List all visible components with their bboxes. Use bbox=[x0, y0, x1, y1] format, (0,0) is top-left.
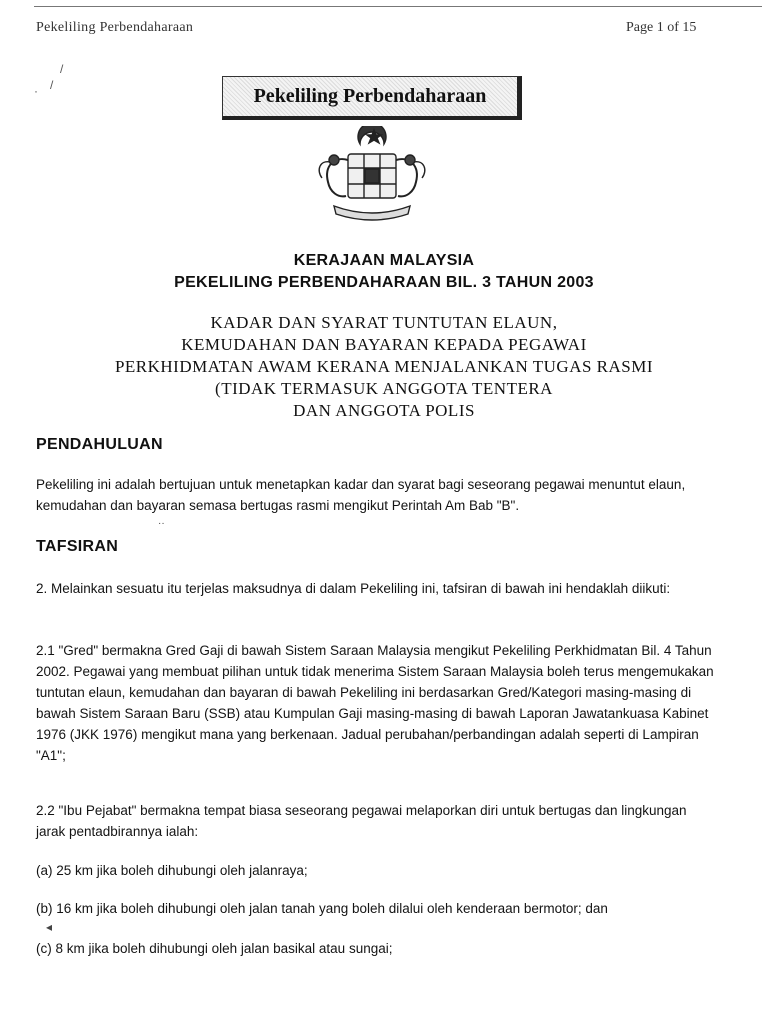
paragraph-2-1 bbox=[36, 640, 716, 766]
scan-speck: / bbox=[50, 78, 54, 92]
paragraph-text: 2.2 "Ibu Pejabat" bermakna tempat biasa seseorang pegawai melaporkan diri untuk bertugas dan lingkungan jarak pentadbirannya ialah: bbox=[36, 803, 687, 839]
scan-speck: ·· bbox=[158, 518, 165, 529]
title-line: KADAR DAN SYARAT TUNTUTAN ELAUN, bbox=[210, 313, 558, 332]
list-item-b bbox=[36, 898, 716, 919]
section-heading-introduction: PENDAHULUAN bbox=[36, 436, 163, 453]
list-item-text: (b) 16 km jika boleh dihubungi oleh jalan tanah yang boleh dilalui oleh kenderaan bermotor; dan bbox=[36, 901, 608, 916]
list-item-text: (c) 8 km jika boleh dihubungi oleh jalan basikal atau sungai; bbox=[36, 941, 393, 956]
government-name: KERAJAAN MALAYSIA bbox=[293, 252, 475, 269]
paragraph-text: Pekeliling ini adalah bertujuan untuk menetapkan kadar dan syarat bagi seseorang pegawai menuntut elaun, kemudahan dan bayaran semasa bertugas rasmi mengikut Perintah Am Bab "B". bbox=[36, 477, 686, 513]
scan-speck: / bbox=[60, 62, 64, 76]
list-item-c bbox=[36, 938, 716, 959]
paragraph-text: 2. Melainkan sesuatu itu terjelas maksudnya di dalam Pekeliling ini, tafsiran di bawah ini hendaklah diikuti: bbox=[36, 581, 671, 596]
list-item-a bbox=[36, 860, 716, 881]
introduction-paragraph bbox=[36, 474, 716, 516]
scan-speck: · bbox=[34, 84, 38, 98]
title-line: DAN ANGGOTA POLIS bbox=[293, 401, 475, 420]
title-line: (TIDAK TERMASUK ANGGOTA TENTERA bbox=[215, 379, 553, 398]
paragraph-2 bbox=[36, 578, 716, 599]
section-heading-definitions: TAFSIRAN bbox=[36, 538, 119, 555]
document-title bbox=[0, 312, 768, 422]
title-line: KEMUDAHAN DAN BAYARAN KEPADA PEGAWAI bbox=[181, 335, 587, 354]
page-number: Page 1 of 15 bbox=[626, 20, 697, 35]
list-item-text: (a) 25 km jika boleh dihubungi oleh jalanraya; bbox=[36, 863, 308, 878]
circular-banner bbox=[222, 76, 522, 120]
paragraph-2-2 bbox=[36, 800, 716, 842]
circular-number: PEKELILING PERBENDAHARAAN BIL. 3 TAHUN 2003 bbox=[174, 274, 594, 291]
title-line: PERKHIDMATAN AWAM KERANA MENJALANKAN TUGAS RASMI bbox=[114, 357, 654, 376]
running-header-title: Pekeliling Perbendaharaan bbox=[36, 20, 194, 35]
top-rule bbox=[34, 6, 762, 7]
paragraph-text: 2.1 "Gred" bermakna Gred Gaji di bawah Sistem Saraan Malaysia mengikut Pekeliling Perkhidmatan Bil. 4 Tahun 2002. Pegawai yang membuat pilihan untuk tidak menerima Sistem Saraan Malaysia boleh terus mengemukakan tuntutan elaun, kemudahan dan bayaran di bawah Pekeliling ini berdasarkan Gred/Kategori masing-masing di bawah Sistem Saraan Baru (SSB) atau Kumpulan Gaji masing-masing di bawah Laporan Jawatankuasa Kabinet 1976 (JKK 1976) mengikut mana yang berkenaan. Jadual perubahan/perbandingan adalah seperti di Lampiran "A1"; bbox=[36, 643, 714, 763]
coat-of-arms-emblem bbox=[304, 126, 440, 226]
government-heading bbox=[0, 250, 768, 294]
scan-speck: ◂ bbox=[46, 920, 53, 934]
banner-text: Pekeliling Perbendaharaan bbox=[253, 85, 487, 107]
